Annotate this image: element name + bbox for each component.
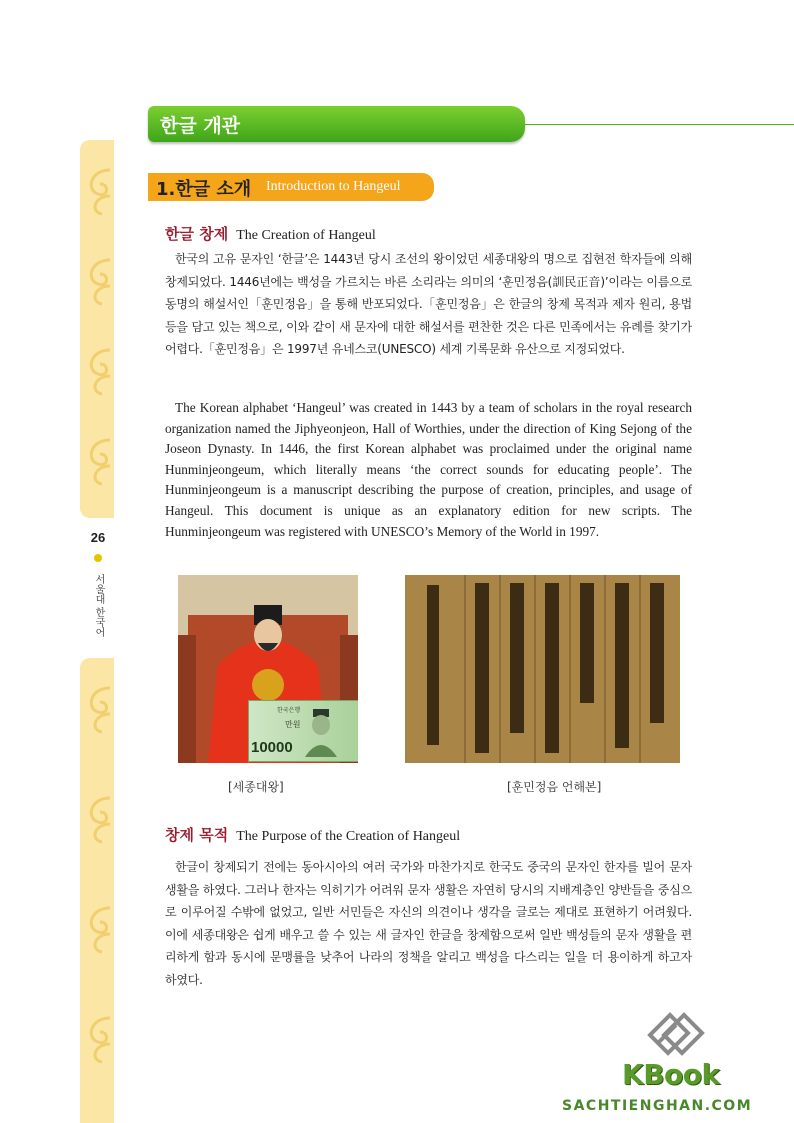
section-divider-line bbox=[520, 124, 794, 125]
swirl-ornament-icon bbox=[80, 160, 114, 220]
banknote-portrait-icon bbox=[301, 707, 341, 757]
section-title: 한글 개관 bbox=[160, 115, 241, 137]
kbook-book-icon bbox=[640, 1005, 710, 1065]
kbook-brand: KBook bbox=[622, 1058, 720, 1091]
page-dot-icon bbox=[94, 554, 102, 562]
swirl-ornament-icon bbox=[80, 1008, 114, 1068]
purpose-heading-en: The Purpose of the Creation of Hangeul bbox=[236, 829, 461, 844]
decorative-strip-top bbox=[80, 140, 114, 518]
creation-heading-en: The Creation of Hangeul bbox=[236, 228, 376, 243]
kbook-logo bbox=[560, 1000, 794, 1123]
page-number: 26 bbox=[90, 530, 106, 545]
swirl-ornament-icon bbox=[80, 250, 114, 310]
swirl-ornament-icon bbox=[80, 340, 114, 400]
subsection-header bbox=[148, 173, 434, 201]
swirl-ornament-icon bbox=[80, 678, 114, 738]
swirl-ornament-icon bbox=[80, 430, 114, 490]
hunminjeongeum-document-image bbox=[405, 575, 680, 763]
purpose-heading bbox=[165, 824, 460, 845]
section-header bbox=[148, 106, 525, 142]
subsection-title-en: Introduction to Hangeul bbox=[266, 179, 401, 194]
document-caption: [훈민정음 언해본] bbox=[507, 780, 602, 794]
banknote-image bbox=[248, 700, 358, 762]
purpose-heading-ko: 창제 목적 bbox=[165, 826, 229, 844]
subsection-title: 1.한글 소개 bbox=[156, 179, 252, 200]
swirl-ornament-icon bbox=[80, 898, 114, 958]
creation-paragraph-en: The Korean alphabet ‘Hangeul’ was created in 1443 by a team of scholars in the royal research organization named the Jiphyeonjeon, Hall of Worthies, under the direction of King Sejong of the Joseon Dynasty. In 1446, the first Korean alphabet was proclaimed under the original name Hunminjeongeum, which literally means ‘the correct sounds for educating people’. The Hunminjeongeum is a manuscript describing the purpose of creation, principles, and usage of Hangeul. This document is unique as an explanatory edition for new scripts. The Hunminjeongeum was registered with UNESCO’s Memory of the World in 1997. bbox=[165, 400, 692, 539]
king-sejong-portrait bbox=[178, 575, 358, 763]
creation-paragraph-ko: 한국의 고유 문자인 ‘한글’은 1443년 당시 조선의 왕이었던 세종대왕의 명으로 집현전 학자들에 의해 창제되었다. 1446년에는 백성을 가르치는 바른 소리라는 의미의 ‘훈민정음(訓民正音)’이라는 이름으로 동명의 해설서인「훈민정음」을 통해 반포되었다.「훈민정음」은 한글의 창제 목적과 제자 원리, 용법 등을 담고 있는 책으로, 이와 같이 새 문자에 대한 해설서를 편찬한 것은 다른 민족에서는 유례를 찾기가 어렵다.「훈민정음」은 1997년 유네스코(UNESCO) 세계 기록문화 유산으로 지정되었다. bbox=[165, 252, 692, 357]
kbook-site: SACHTIENGHAN.COM bbox=[562, 1098, 753, 1114]
decorative-strip-bottom bbox=[80, 658, 114, 1123]
banknote-word: 만원 bbox=[285, 720, 301, 729]
purpose-paragraph-ko: 한글이 창제되기 전에는 동아시아의 여러 국가와 마찬가지로 한국도 중국의 문자인 한자를 빌어 문자 생활을 하였다. 그러나 한자는 익히기가 어려워 문자 생활은 자연히 당시의 지배계층인 양반들을 중심으로 이루어질 수밖에 없었고, 일반 서민들은 자신의 의견이나 생각을 글로는 제대로 표현하기 어려웠다. 이에 세종대왕은 쉽게 배우고 쓸 수 있는 새 글자인 한글을 창제함으로써 일반 백성들의 문자 생활을 편리하게 함과 동시에 문맹률을 낮추어 나라의 정책을 알리고 백성을 다스리는 일을 더 용이하게 하고자 하였다. bbox=[165, 860, 692, 987]
creation-heading bbox=[165, 223, 376, 244]
king-caption: [세종대왕] bbox=[228, 780, 284, 794]
banknote-value: 10000 bbox=[251, 739, 293, 756]
creation-heading-ko: 한글 창제 bbox=[165, 225, 229, 243]
book-title-vertical: 서울대 한국어 bbox=[93, 574, 104, 638]
banknote-bank: 한국은행 bbox=[277, 707, 301, 714]
swirl-ornament-icon bbox=[80, 788, 114, 848]
